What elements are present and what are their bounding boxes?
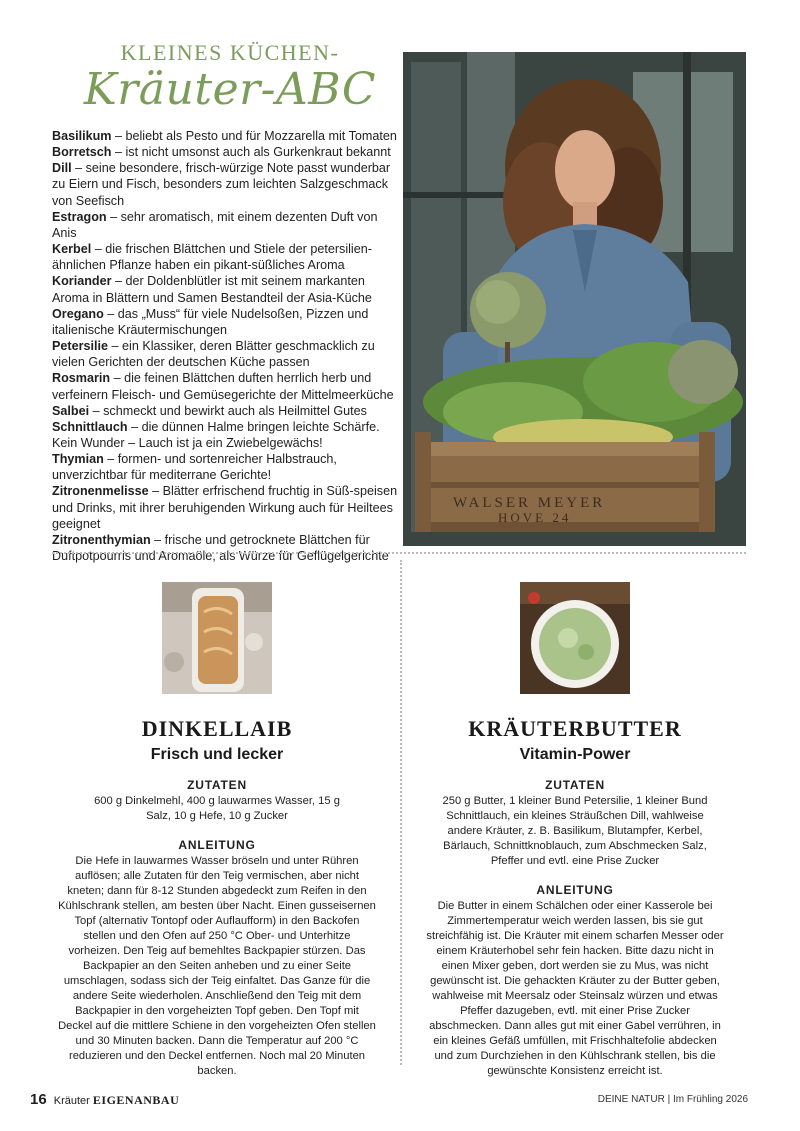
herb-description: – die dünnen Halme bringen leichte Schärfe. Kein Wunder – Lauch ist ja ein Zwiebelgewächs! [52,419,380,450]
recipe-subtitle: Frisch und lecker [150,746,284,763]
recipe-kraeuterbutter [410,582,740,1079]
herb-entry-basilikum [52,128,402,144]
crate-stamp-line-2: HOVE 24 [498,510,572,525]
herb-description: – der Doldenblütler ist mit seinem markanten Aroma in Blättern und Samen Bestandteil der Asia-Küche [52,274,372,305]
herb-entry-kerbel [52,241,402,273]
herb-description: – ist nicht umsonst auch als Gurkenkraut bekannt [111,145,391,160]
herb-name: Borretsch [52,145,112,160]
herb-name: Zitronenthymian [52,532,151,547]
bread-illustration [162,582,272,694]
ingredients-heading: ZUTATEN [187,778,247,792]
herb-name: Thymian [52,452,104,467]
herb-butter-illustration [520,582,630,694]
herb-entry-borretsch [52,144,402,160]
footer-brand: EIGENANBAU [92,1093,180,1107]
herb-name: Oregano [52,306,104,321]
herb-name: Dill [52,161,72,176]
instructions-heading: ANLEITUNG [178,838,256,852]
herb-description: – Blätter erfrischend fruchtig in Süß-speisen und Drinks, mit ihrer beruhigenden Wirkung auch für Heiltees geeignet [52,484,398,531]
herb-entry-zitronenthymian [52,532,402,564]
herb-entry-petersilie [52,338,402,370]
herb-list [52,128,402,564]
section-kicker: KLEINES KÜCHEN- [120,40,340,65]
footer-issue: DEINE NATUR | Im Frühling 2026 [597,1094,748,1105]
herb-description: – frische und getrocknete Blättchen für Duftpotpourris und Aromaöle, als Würze für Geflügelgerichte [52,532,389,564]
herb-description: – formen- und sortenreicher Halbstrauch, unverzichtbar für mediterrane Gerichte! [52,452,337,483]
herb-name: Salbei [52,403,90,418]
herb-entry-koriander [52,273,402,305]
herb-entry-oregano [52,306,402,338]
herb-description: – ein Klassiker, deren Blätter geschmacklich zu vielen Gerichten der deutschen Küche passen [52,339,375,370]
herb-entry-schnittlauch [52,419,402,451]
recipe-title: KRÄUTERBUTTER [468,716,682,741]
ingredients-text: 600 g Dinkelmehl, 400 g lauwarmes Wasser, 15 g Salz, 10 g Hefe, 10 g Zucker [94,795,340,822]
page-title: Kräuter-ABC [83,64,377,115]
footer-left [30,1091,179,1108]
footer-section: Kräuter [53,1095,90,1107]
herb-description: – schmeckt und bewirkt auch als Heilmittel Gutes [89,403,367,418]
vertical-divider [400,560,402,1065]
herb-butter-photo [520,582,630,694]
herb-entry-rosmarin [52,370,402,402]
herb-entry-thymian [52,451,402,483]
herb-name: Basilikum [52,129,112,143]
instructions-text: Die Butter in einem Schälchen oder einer Kasserole bei Zimmertemperatur weich werden lassen, bis sie gut streichfähig ist. Die Kräuter mit einem scharfen Messer oder einem Kräuterhobel sehr fein hacken. Bitte dazu nicht in einen Mixer geben, dort werden sie zu Mus, was nicht gewünscht ist. Die gehackten Kräuter zu der Butter geben, wahlweise mit Meersalz oder Steinsalz würzen und etwas Pfeffer dazugeben, evtl. mit einer Prise Zucker abschmecken. Dann alles gut mit einer Gabel verrühren, in ein kleines Gefäß umfüllen, mit Frischhaltefolie abdecken und zum Durchziehen in den Kühlschrank stellen, bis die gewünschte Konsistenz erreicht ist. [426,900,724,1077]
horizontal-divider [52,552,746,554]
herb-description: – seine besondere, frisch-würzige Note passt wunderbar zu Eiern und Fisch, besonders zum leichten Salzgeschmack von Seefisch [52,161,391,208]
herb-name: Petersilie [52,339,109,354]
herb-description: – die frischen Blättchen und Stiele der petersilien-ähnlichen Pflanze haben ein pikant-süßliches Aroma [52,242,372,273]
herb-description: – das „Muss“ für viele Nudelsoßen, Pizzen und italienische Kräutermischungen [52,306,369,337]
ingredients-heading: ZUTATEN [545,778,605,792]
herb-entry-salbei [52,403,402,419]
herb-description: – sehr aromatisch, mit einem dezenten Duft von Anis [52,209,378,240]
page-number: 16 [30,1091,47,1108]
herb-name: Koriander [52,274,112,289]
herb-entry-zitronenmelisse [52,483,402,531]
herb-name: Schnittlauch [52,419,128,434]
bread-photo [162,582,272,694]
herb-name: Zitronenmelisse [52,484,149,499]
instructions-heading: ANLEITUNG [536,883,614,897]
herb-entry-dill [52,160,402,208]
recipe-subtitle: Vitamin-Power [519,746,631,763]
herb-name: Kerbel [52,242,92,257]
hero-illustration [403,52,746,546]
herb-description: – die feinen Blättchen duften herrlich herb und verfeinern Fleisch- und Gemüsegerichte der Mittelmeerküche [52,371,394,402]
ingredients-text: 250 g Butter, 1 kleiner Bund Petersilie, 1 kleiner Bund Schnittlauch, ein kleines Sträußchen Dill, wahlweise andere Kräuter, z. B. Basilikum, Blutampfer, Kerbel, Bärlauch, Schnittknoblauch, zum Abschmecken Salz, Pfeffer und evtl. eine Prise Zucker [442,795,708,867]
recipe-title: DINKELLAIB [141,716,293,741]
hero-photo [403,52,746,546]
herb-name: Estragon [52,209,107,224]
herb-name: Rosmarin [52,371,111,386]
recipe-dinkellaib [52,582,382,1079]
herb-description: – beliebt als Pesto und für Mozzarella mit Tomaten [111,129,397,143]
crate-stamp-line-1: WALSER MEYER [453,495,606,511]
herb-entry-estragon [52,209,402,241]
instructions-text: Die Hefe in lauwarmes Wasser bröseln und unter Rühren auflösen; alle Zutaten für den Teig vermischen, aber nicht kneten; dann für 8-12 Stunden abgedeckt zum Reifen in den Kühlschrank stellen, am besten über Nacht. Einen gusseisernen Topf (alternativ Tontopf oder Auflaufform) in den Backofen stellen und den Ofen auf 250 °C Ober- und Unterhitze vorheizen. Den Teig auf bemehltes Backpapier stürzen. Das Backpapier an den Seiten anheben und zu einer Seite umschlagen, sodass sich der Teig einfaltet. Das Ganze für die andere Seite wiederholen. Anschließend den Teig mit dem Backpapier in den vorgeheizten Topf geben. Den Topf mit Deckel auf die mittlere Schiene in den vorgeheizten Ofen stellen und 30 Minuten backen. Dann die Temperatur auf 200 °C reduzieren und den Deckel entfernen. Noch mal 20 Minuten backen. [58,855,376,1077]
